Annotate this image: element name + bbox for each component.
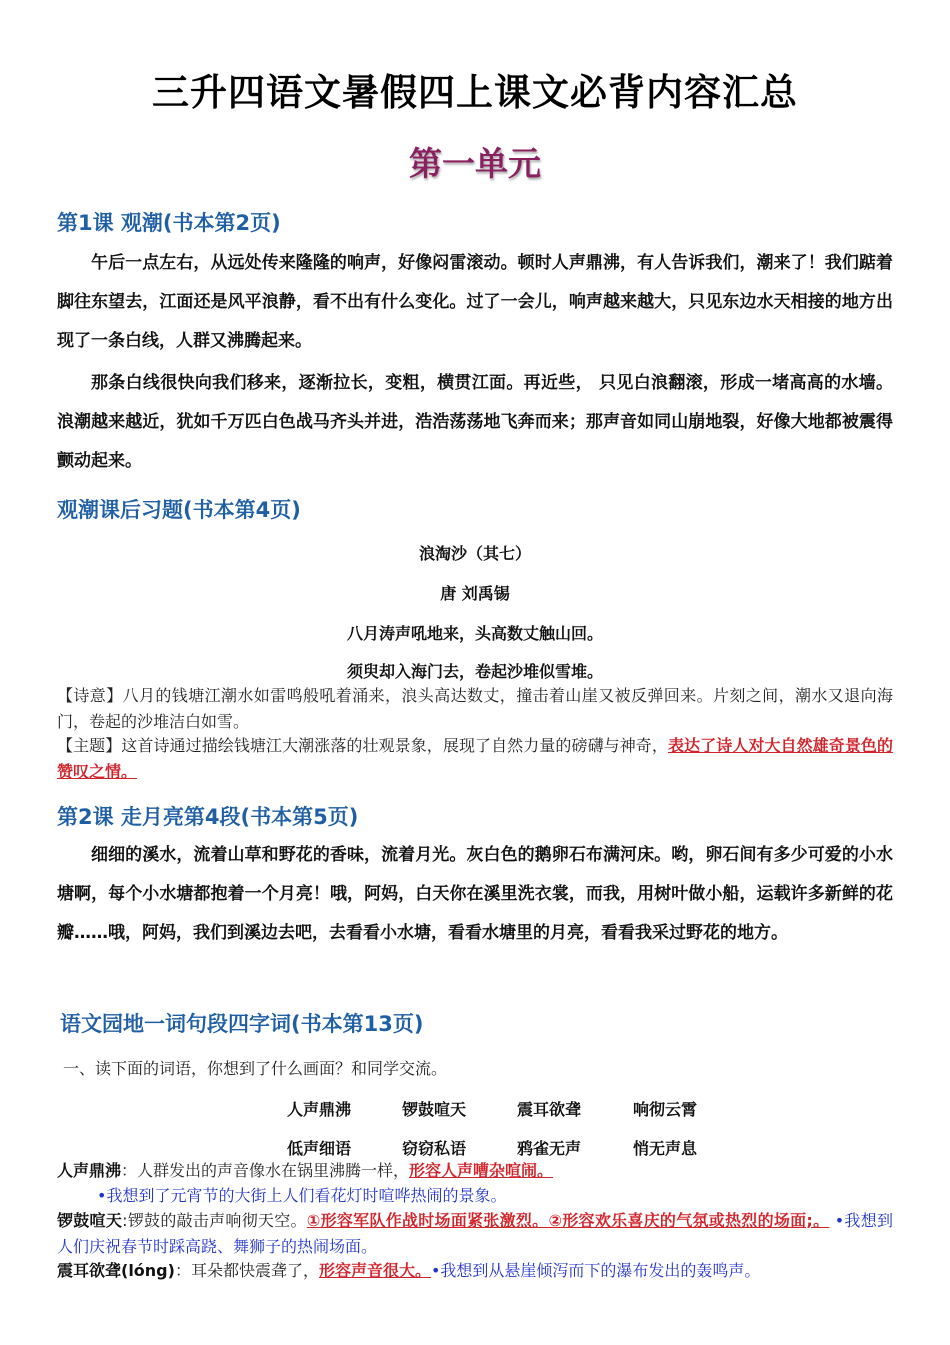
lesson1-paragraph-1: 午后一点左右，从远处传来隆隆的响声，好像闷雷滚动。顿时人声鼎沸，有人告诉我们，潮来了！我们踮着脚往东望去，江面还是风平浪静，看不出有什么变化。过了一会儿，响声越来越大，只见东边水天相接的地方出现了一条白线，人群又沸腾起来。 [57, 253, 893, 351]
word-item: 响彻云霄 [633, 1100, 698, 1119]
term: 人声鼎沸 [57, 1161, 122, 1180]
word-item: 人声鼎沸 [287, 1100, 352, 1119]
poem-title: 浪淘沙（其七） [418, 544, 531, 563]
explanation-1 [57, 1158, 893, 1184]
lesson2-paragraph: 细细的溪水，流着山草和野花的香味，流着月光。灰白色的鹅卵石布满河床。哟，卵石间有多少可爱的小水塘啊，每个小水塘都抱着一个月亮！哦，阿妈，白天你在溪里洗衣裳，而我，用树叶做小船，运载许多新鲜的花瓣……哦，阿妈，我们到溪边去吧，去看看小水塘，看看水塘里的月亮，看看我采过野花的地方。 [57, 845, 893, 943]
explanation-3 [57, 1258, 893, 1284]
term: 震耳欲聋(lóng) [57, 1261, 175, 1280]
poem-author: 唐 刘禹锡 [440, 584, 510, 603]
exercise-heading: 观潮课后习题(书本第4页) [57, 498, 301, 522]
word-item: 悄无声息 [633, 1139, 698, 1158]
term: 锣鼓喧天 [57, 1211, 123, 1230]
term-example: •我想到人们庆祝春节时踩高跷、舞狮子的热闹场面。 [57, 1211, 893, 1256]
term-meaning-highlight: ①形容军队作战时场面紧张激烈。②形容欢乐喜庆的气氛或热烈的场面;。 [306, 1211, 830, 1230]
poem-line-1: 八月涛声吼地来，头高数丈触山回。 [346, 624, 603, 643]
term-meaning-highlight: 形容声音很大。 [318, 1261, 431, 1280]
poem-meaning: 【诗意】八月的钱塘江潮水如雷鸣般吼着涌来，浪头高达数丈，撞击着山崖又被反弹回来。片刻之间，潮水又退向海门，卷起的沙堆洁白如雪。 [57, 686, 893, 731]
term-definition: ：耳朵都快震聋了， [174, 1261, 319, 1280]
word-item: 低声细语 [287, 1139, 352, 1158]
word-item: 窃窃私语 [402, 1139, 467, 1158]
lesson1-paragraph-2: 那条白线很快向我们移来，逐渐拉长，变粗，横贯江面。再近些， 只见白浪翻滚，形成一堵高高的水墙。浪潮越来越近，犹如千万匹白色战马齐头并进，浩浩荡荡地飞奔而来；那声音如同山崩地裂，好像大地都被震得颤动起来。 [57, 373, 893, 471]
poem-theme-text: 【主题】这首诗通过描绘钱塘江大潮涨落的壮观景象，展现了自然力量的磅礴与神奇， [57, 736, 668, 755]
explanation-1-example: •我想到了元宵节的大街上人们看花灯时喧哗热闹的景象。 [97, 1186, 507, 1205]
term-meaning-highlight: 形容人声嘈杂喧闹。 [409, 1161, 554, 1180]
poem-theme [57, 733, 893, 785]
word-item: 震耳欲聋 [517, 1100, 582, 1119]
term-example: •我想到从悬崖倾泻而下的瀑布发出的轰鸣声。 [430, 1261, 761, 1280]
poem-line-2: 须臾却入海门去，卷起沙堆似雪堆。 [346, 662, 603, 681]
term-definition: ：人群发出的声音像水在锅里沸腾一样， [121, 1161, 410, 1180]
word-item: 鸦雀无声 [517, 1139, 582, 1158]
word-item: 锣鼓喧天 [402, 1100, 467, 1119]
lesson1-heading: 第1课 观潮(书本第2页) [57, 211, 281, 235]
poem-theme-highlight: 表达了诗人对大自然雄奇景色的赞叹之情。 [57, 736, 893, 781]
unit-title: 第一单元 [409, 144, 541, 183]
lesson2-heading: 第2课 走月亮第4段(书本第5页) [57, 805, 359, 829]
explanation-2 [57, 1208, 893, 1260]
garden-heading: 语文园地一词句段四字词(书本第13页) [60, 1012, 424, 1036]
document-title: 三升四语文暑假四上课文必背内容汇总 [152, 71, 798, 114]
garden-intro: 一、读下面的词语，你想到了什么画面？和同学交流。 [63, 1059, 448, 1078]
term-definition: :锣鼓的敲击声响彻天空。 [122, 1211, 307, 1230]
